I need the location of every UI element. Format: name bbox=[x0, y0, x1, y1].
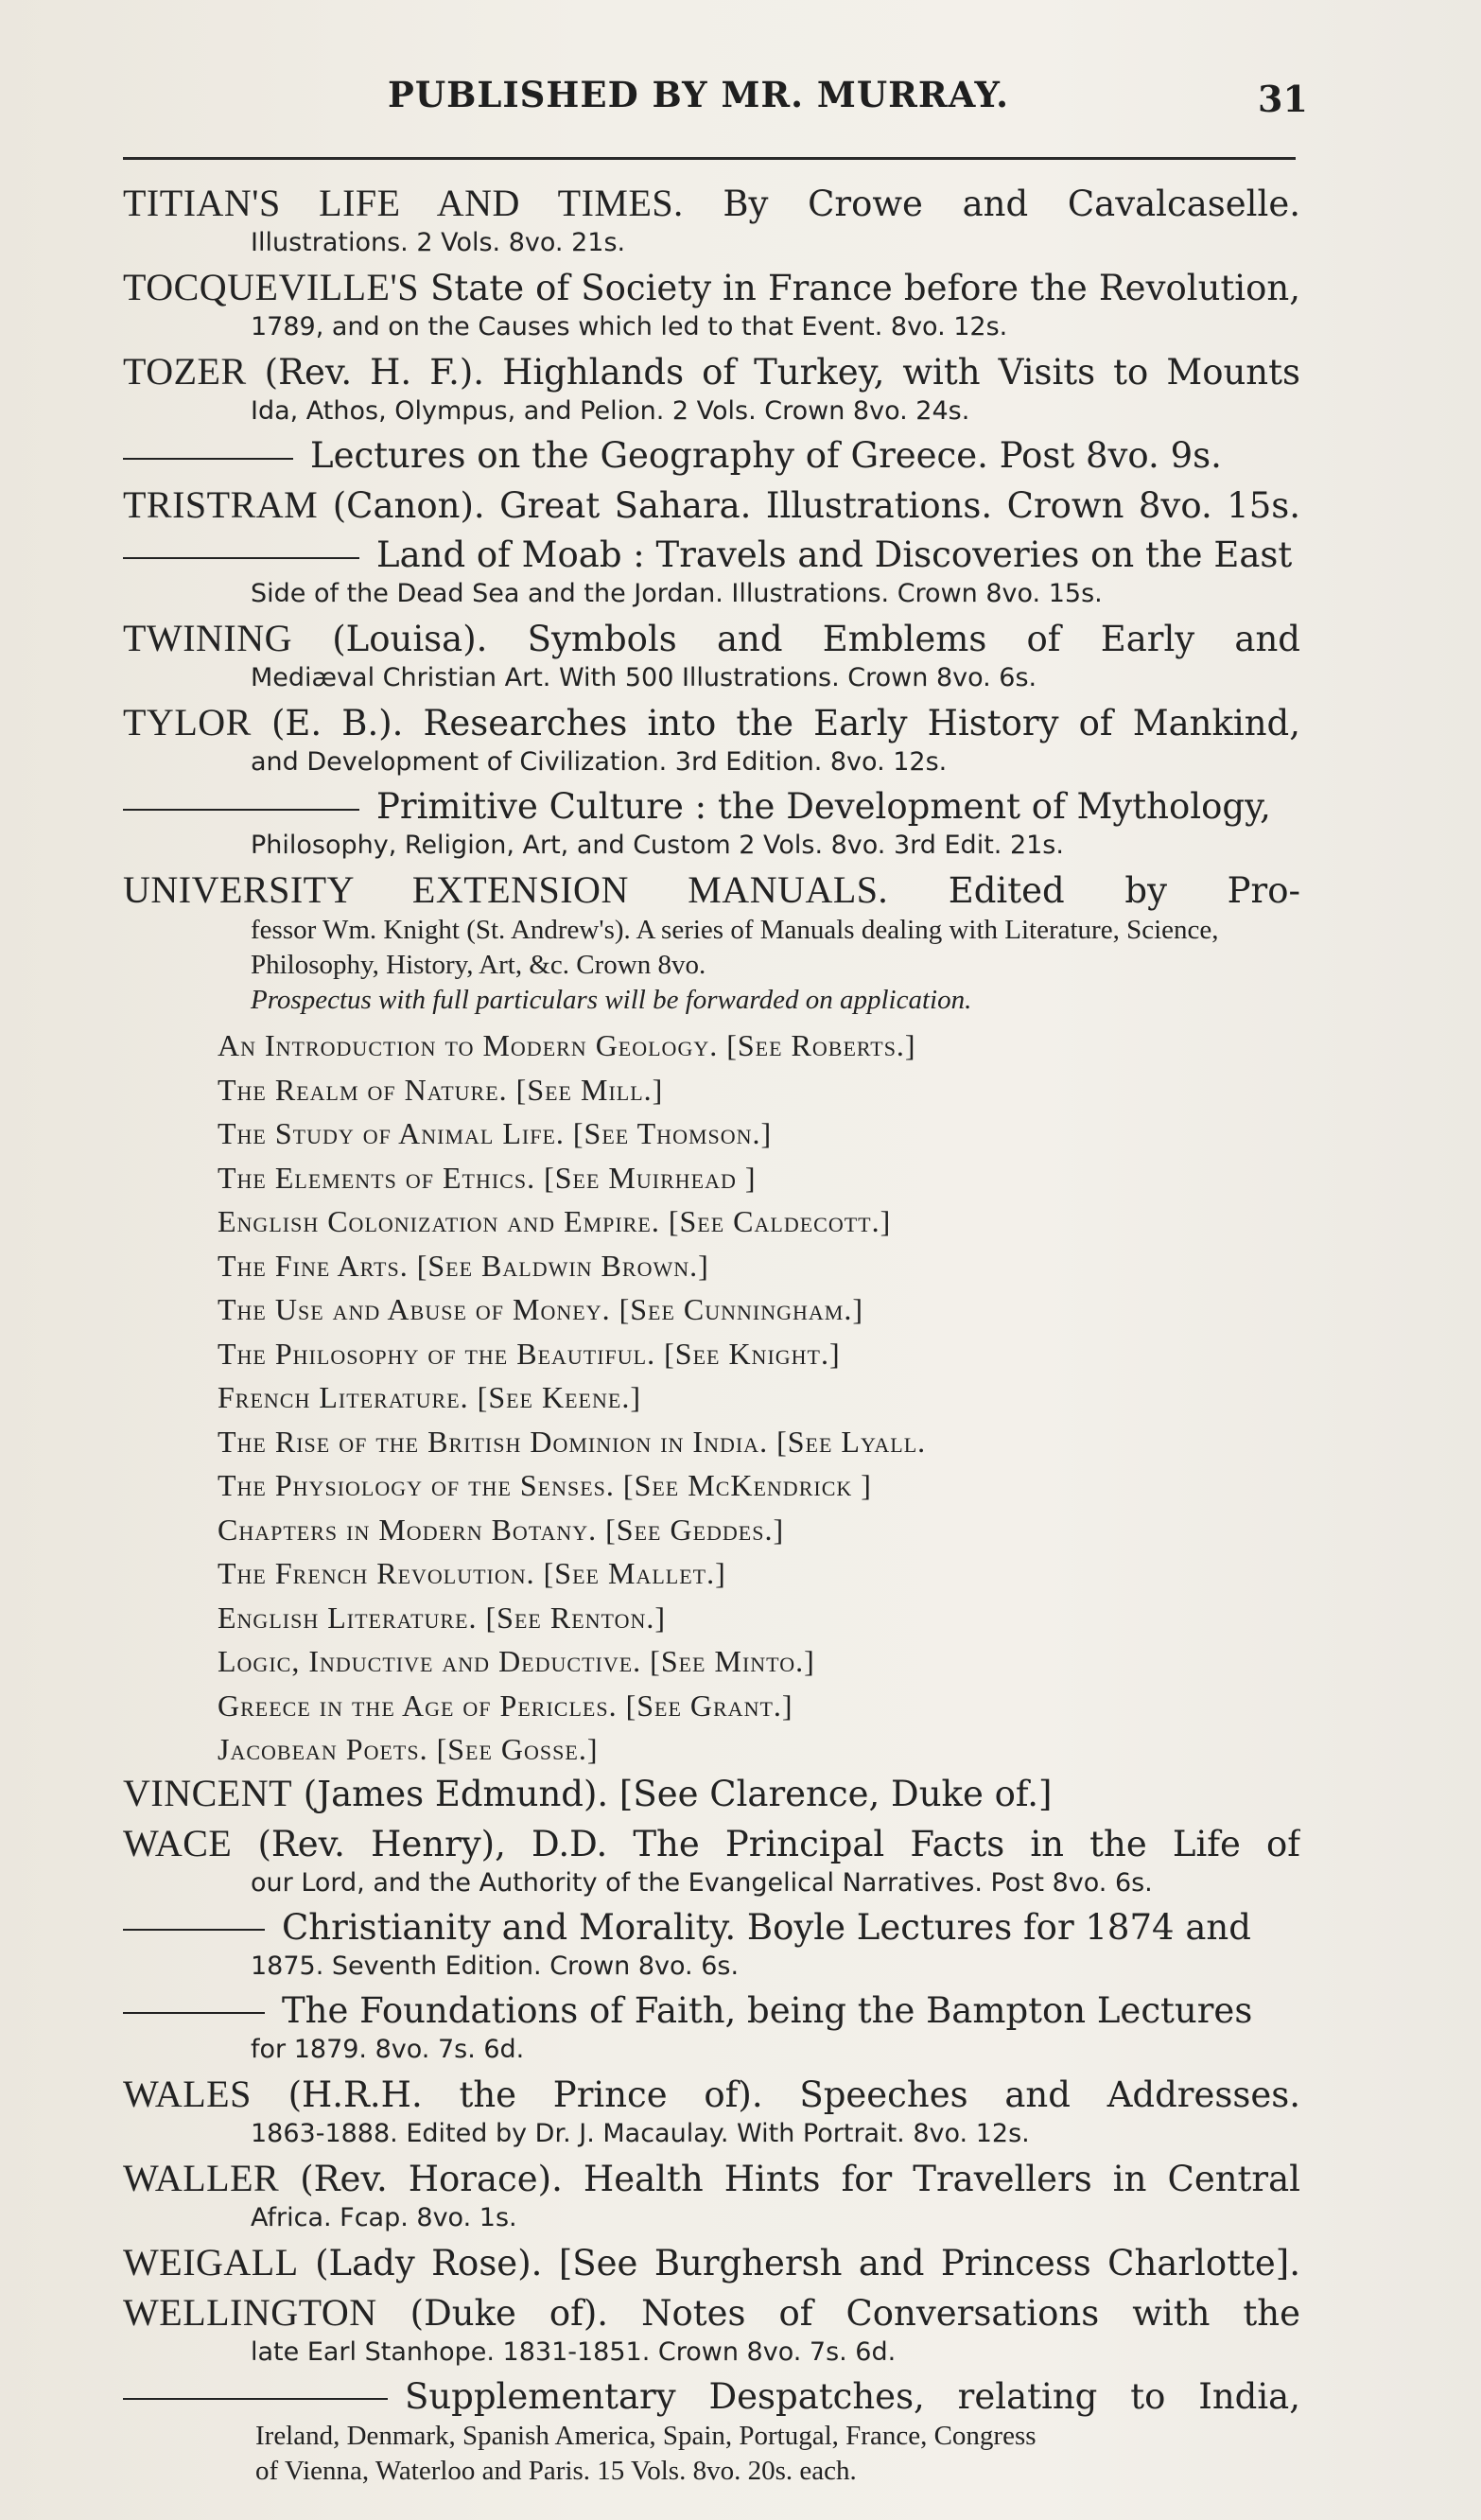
entry-details: our Lord, and the Authority of the Evangelical Narratives. Post 8vo. 6s. bbox=[251, 1867, 1153, 1898]
entry-details: Philosophy, Religion, Art, and Custom 2 Vols. 8vo. 3rd Edit. 21s. bbox=[251, 831, 1064, 860]
entry-author: UNIVERSITY EXTENSION MANUALS. bbox=[123, 868, 889, 911]
entry-title: (H.R.H. the Prince of). Speeches and Addresses. bbox=[287, 2074, 1300, 2115]
list-item: Greece in the Age of Pericles. [See Grant.] bbox=[218, 1688, 793, 1723]
entry-details: 1875. Seventh Edition. Crown 8vo. 6s. bbox=[251, 1951, 740, 1981]
entry-title: State of Society in France before the Revolution, bbox=[430, 268, 1300, 308]
entry-details: Side of the Dead Sea and the Jordan. Illustrations. Crown 8vo. 15s. bbox=[251, 579, 1103, 608]
catalogue-entry bbox=[123, 868, 1300, 1018]
catalogue-entry bbox=[123, 701, 1300, 779]
entry-author: WEIGALL bbox=[123, 2240, 299, 2284]
entry-details: Illustrations. 2 Vols. 8vo. 21s. bbox=[251, 228, 626, 257]
catalogue-entry bbox=[123, 2241, 1300, 2285]
catalogue-entry bbox=[123, 2375, 1300, 2489]
entry-title: The Foundations of Faith, being the Bampton Lectures bbox=[282, 1989, 1253, 2031]
entry-note: Prospectus with full particulars will be forwarded on application. bbox=[251, 985, 972, 1015]
entry-details: 1863-1888. Edited by Dr. J. Macaulay. With Portrait. 8vo. 12s. bbox=[251, 2118, 1030, 2148]
catalogue-entry bbox=[123, 1989, 1300, 2067]
entry-title: Christianity and Morality. Boyle Lectures for 1874 and bbox=[282, 1906, 1251, 1948]
ditto-dash bbox=[123, 2398, 388, 2400]
entry-title: (James Edmund). [See Clarence, Duke of.] bbox=[303, 1773, 1053, 1814]
entry-details: Ireland, Denmark, Spanish America, Spain, Portugal, France, Congress bbox=[255, 2420, 1037, 2451]
catalogue-entry bbox=[123, 1906, 1300, 1984]
entry-details: of Vienna, Waterloo and Paris. 15 Vols. 8vo. 20s. each. bbox=[255, 2455, 857, 2486]
entry-details: fessor Wm. Knight (St. Andrew's). A series of Manuals dealing with Literature, Science, Philosophy, History, Art, &c. Crown 8vo. bbox=[251, 915, 1219, 980]
entry-author: TYLOR bbox=[123, 701, 252, 744]
entry-title: Supplementary Despatches, relating to India, bbox=[405, 2375, 1300, 2417]
entry-details: and Development of Civilization. 3rd Edition. 8vo. 12s. bbox=[251, 747, 948, 777]
catalogue-entry bbox=[123, 2291, 1300, 2370]
entry-author: WALLER bbox=[123, 2156, 280, 2199]
entry-title: (Rev. Horace). Health Hints for Travellers in Central bbox=[300, 2158, 1300, 2199]
list-item: The Study of Animal Life. [See Thomson.] bbox=[218, 1116, 773, 1150]
entry-details: Mediæval Christian Art. With 500 Illustrations. Crown 8vo. 6s. bbox=[251, 663, 1037, 692]
entry-title: Primitive Culture : the Development of Mythology, bbox=[376, 786, 1271, 827]
entry-title: (Rev. H. F.). Highlands of Turkey, with Visits to Mounts bbox=[264, 352, 1300, 393]
entry-title: (Duke of). Notes of Conversations with the bbox=[409, 2292, 1300, 2334]
entry-details: 1789, and on the Causes which led to that Event. 8vo. 12s. bbox=[251, 312, 1008, 341]
entry-title: Land of Moab : Travels and Discoveries on the East bbox=[376, 534, 1293, 575]
entry-author: TOZER bbox=[123, 350, 247, 393]
catalogue-entry bbox=[123, 434, 1300, 478]
catalogue-entry bbox=[123, 483, 1300, 528]
entry-title: (Louisa). Symbols and Emblems of Early and bbox=[332, 619, 1300, 659]
entry-details: late Earl Stanhope. 1831-1851. Crown 8vo. 7s. 6d. bbox=[251, 2336, 897, 2367]
entry-title: Edited by Pro- bbox=[948, 870, 1300, 911]
entry-author: TITIAN'S LIFE AND TIMES. bbox=[123, 182, 684, 224]
entry-title: (Rev. Henry), D.D. The Principal Facts in the Life of bbox=[257, 1823, 1300, 1864]
list-item: French Literature. [See Keene.] bbox=[218, 1380, 641, 1414]
manuals-list bbox=[123, 1024, 1300, 1772]
entry-author: WACE bbox=[123, 1821, 233, 1864]
entry-details: for 1879. 8vo. 7s. 6d. bbox=[251, 2034, 525, 2064]
entry-author: WELLINGTON bbox=[123, 2290, 377, 2334]
entry-title: (Lady Rose). [See Burghersh and Princess Charlotte]. bbox=[315, 2242, 1300, 2284]
running-header: PUBLISHED BY MR. MURRAY. bbox=[388, 74, 1010, 115]
entry-author: VINCENT bbox=[123, 1771, 293, 1814]
list-item: Logic, Inductive and Deductive. [See Minto.] bbox=[218, 1644, 815, 1678]
list-item: The Elements of Ethics. [See Muirhead ] bbox=[218, 1160, 757, 1195]
list-item: The Physiology of the Senses. [See McKendrick ] bbox=[218, 1468, 872, 1502]
catalogue-entry bbox=[123, 617, 1300, 695]
entry-title: Lectures on the Geography of Greece. Post 8vo. 9s. bbox=[310, 435, 1222, 476]
catalogue-entry bbox=[123, 2157, 1300, 2235]
list-item: The Philosophy of the Beautiful. [See Knight.] bbox=[218, 1336, 841, 1371]
list-item: English Literature. [See Renton.] bbox=[218, 1600, 666, 1635]
catalogue-entry bbox=[123, 266, 1300, 344]
ditto-dash bbox=[123, 809, 359, 811]
page-number: 31 bbox=[1258, 78, 1308, 120]
entry-author: TRISTRAM bbox=[123, 483, 319, 526]
list-item: The Realm of Nature. [See Mill.] bbox=[218, 1072, 664, 1107]
catalogue-entry bbox=[123, 534, 1300, 611]
catalogue-entry bbox=[123, 785, 1300, 863]
catalogue-entry bbox=[123, 1822, 1300, 1900]
entry-details: Africa. Fcap. 8vo. 1s. bbox=[251, 2202, 517, 2232]
entry-author: TWINING bbox=[123, 617, 292, 659]
list-item: Chapters in Modern Botany. [See Geddes.] bbox=[218, 1512, 785, 1547]
entry-title: (E. B.). Researches into the Early History of Mankind, bbox=[270, 703, 1300, 744]
ditto-dash bbox=[123, 557, 359, 559]
entry-author: TOCQUEVILLE'S bbox=[123, 266, 419, 308]
ditto-dash bbox=[123, 1929, 265, 1931]
catalogue-entry bbox=[123, 1772, 1300, 1816]
entry-details: Ida, Athos, Olympus, and Pelion. 2 Vols. Crown 8vo. 24s. bbox=[251, 396, 970, 426]
catalogue-entries bbox=[123, 182, 1300, 2494]
catalogue-entry bbox=[123, 182, 1300, 260]
list-item: Jacobean Poets. [See Gosse.] bbox=[218, 1732, 599, 1766]
ditto-dash bbox=[123, 2012, 265, 2014]
entry-author: WALES bbox=[123, 2072, 252, 2115]
entry-title: By Crowe and Cavalcaselle. bbox=[723, 184, 1300, 224]
list-item: The French Revolution. [See Mallet.] bbox=[218, 1556, 726, 1590]
list-item: The Use and Abuse of Money. [See Cunningham.] bbox=[218, 1292, 864, 1326]
catalogue-entry bbox=[123, 2073, 1300, 2151]
catalogue-entry bbox=[123, 350, 1300, 429]
list-item: The Fine Arts. [See Baldwin Brown.] bbox=[218, 1248, 709, 1283]
ditto-dash bbox=[123, 458, 293, 460]
entry-title: (Canon). Great Sahara. Illustrations. Crown 8vo. 15s. bbox=[332, 485, 1300, 526]
header-rule bbox=[123, 157, 1296, 160]
list-item: An Introduction to Modern Geology. [See Roberts.] bbox=[218, 1028, 916, 1062]
list-item: English Colonization and Empire. [See Caldecott.] bbox=[218, 1204, 892, 1238]
list-item: The Rise of the British Dominion in India. [See Lyall. bbox=[218, 1424, 927, 1459]
